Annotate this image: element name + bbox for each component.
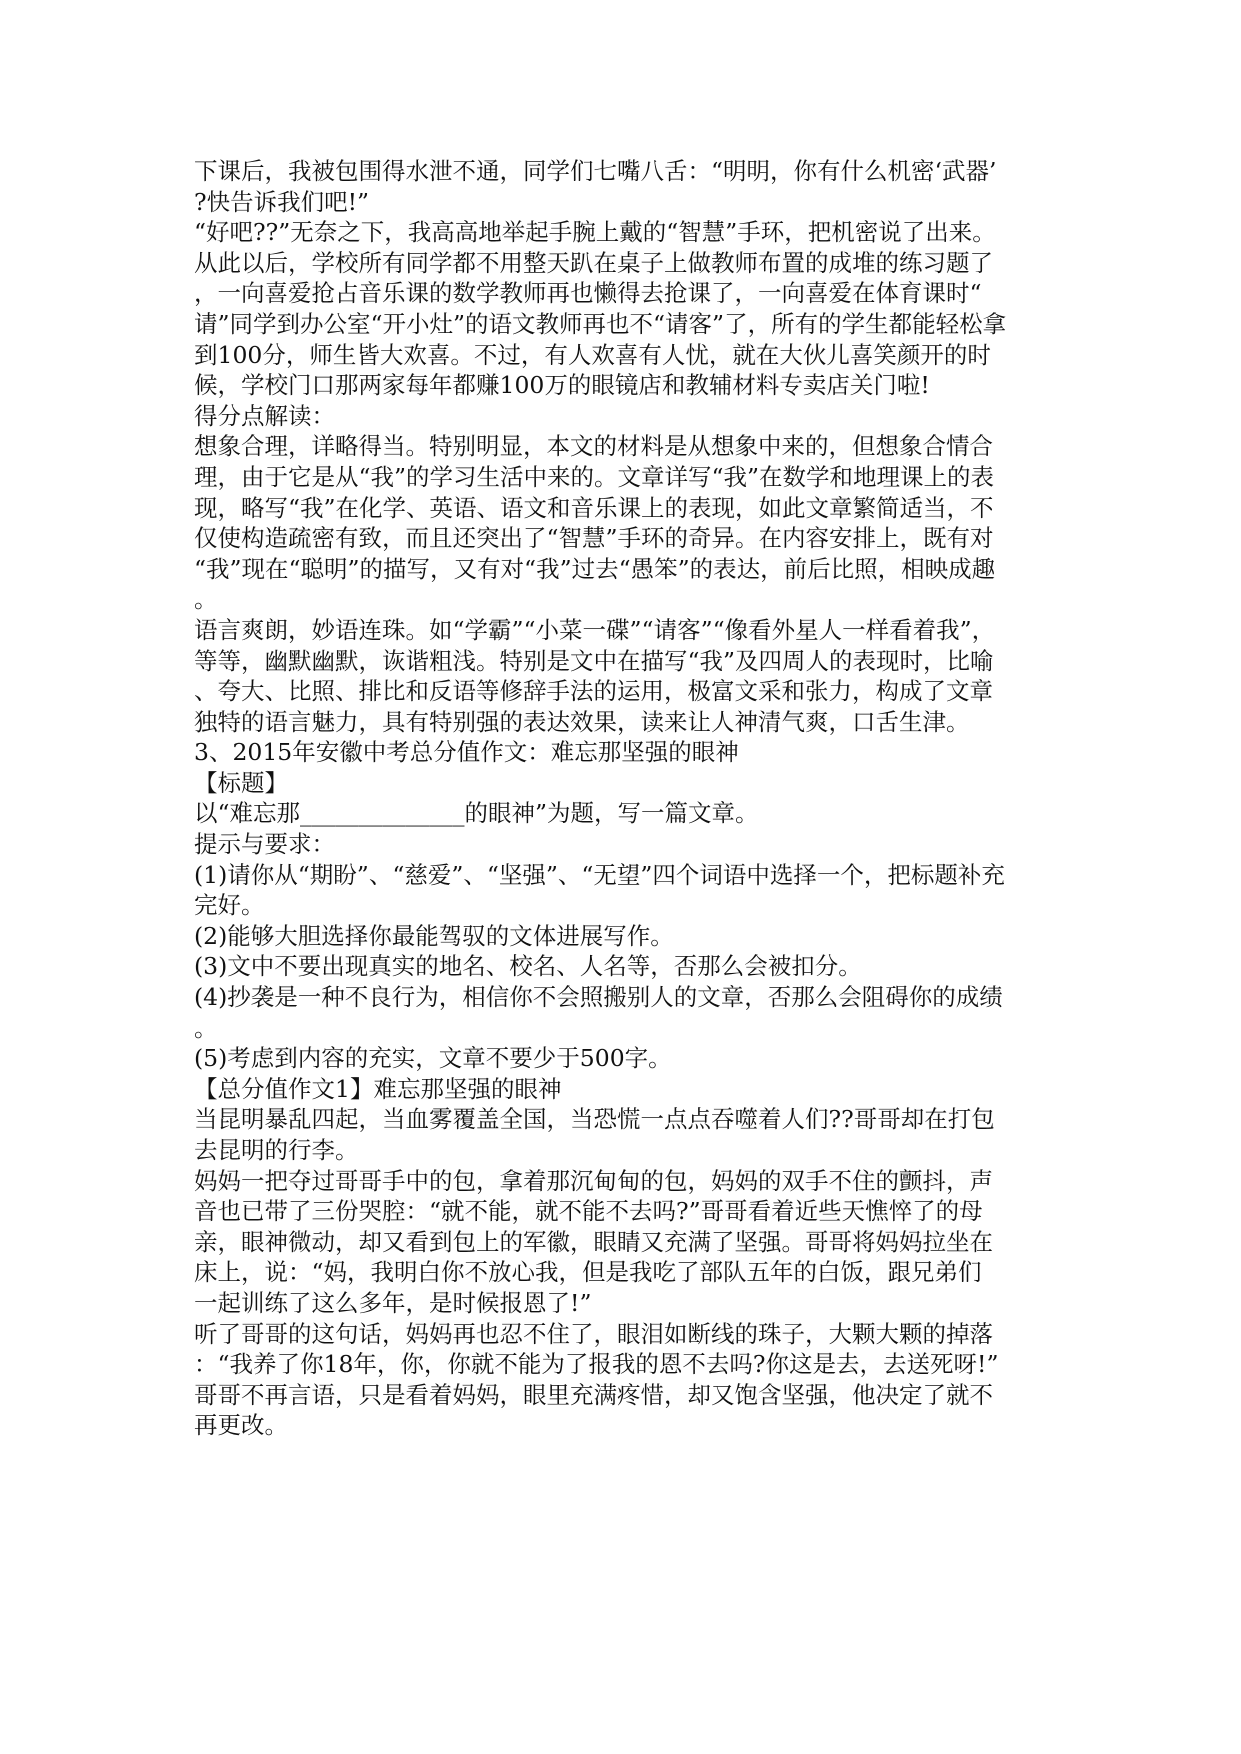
text-line: (2)能够大胆选择你最能驾驭的文体进展写作。 [194,921,674,950]
text-line: 等等，幽默幽默，诙谐粗浅。特别是文中在描写“我”及四周人的表现时，比喻 [194,646,994,675]
text-line: 独特的语言魅力，具有特别强的表达效果，读来让人神清气爽，口舌生津。 [194,707,970,736]
text-line: 以“难忘那______________的眼神”为题，写一篇文章。 [194,799,759,828]
text-line: 理，由于它是从“我”的学习生活中来的。文章详写“我”在数学和地理课上的表 [194,462,995,491]
text-line: 亲，眼神微动，却又看到包上的军徽，眼睛又充满了坚强。哥哥将妈妈拉坐在 [194,1227,993,1256]
text-line: 现，略写“我”在化学、英语、语文和音乐课上的表现，如此文章繁简适当，不 [194,493,994,522]
document-body [194,156,1054,1441]
text-line: ?快告诉我们吧!” [194,187,370,216]
section-heading: 3、2015年安徽中考总分值作文：难忘那坚强的眼神 [194,738,739,767]
text-line: (5)考虑到内容的充实，文章不要少于500字。 [194,1044,672,1073]
text-line: 床上，说：“妈，我明白你不放心我，但是我吃了部队五年的白饭，跟兄弟们 [194,1258,982,1287]
text-line: 到100分，师生皆大欢喜。不过，有人欢喜有人忧，就在大伙儿喜笑颜开的时 [194,340,991,369]
text-line: (4)抄袭是一种不良行为，相信你不会照搬别人的文章，否那么会阻碍你的成绩 [194,983,1003,1012]
text-line: 仅使构造疏密有致，而且还突出了“智慧”手环的奇异。在内容安排上，既有对 [194,524,994,553]
text-line: (1)请你从“期盼”、“慈爱”、“坚强”、“无望”四个词语中选择一个，把标题补充 [194,860,1005,889]
text-line: 。 [194,1013,218,1042]
text-line: 语言爽朗，妙语连珠。如“学霸”“小菜一碟”“请客”“像看外星人一样看着我”， [194,615,996,644]
text-line: 一起训练了这么多年，是时候报恩了!” [194,1288,592,1317]
text-line: 妈妈一把夺过哥哥手中的包，拿着那沉甸甸的包，妈妈的双手不住的颤抖，声 [194,1166,993,1195]
text-line: 当昆明暴乱四起，当血雾覆盖全国，当恐慌一点点吞噬着人们??哥哥却在打包 [194,1105,995,1134]
section-heading: 得分点解读： [194,401,335,430]
text-line: 听了哥哥的这句话，妈妈再也忍不住了，眼泪如断线的珠子，大颗大颗的掉落 [194,1319,993,1348]
text-line: ，一向喜爱抢占音乐课的数学教师再也懒得去抢课了，一向喜爱在体育课时“ [194,279,982,308]
text-line: 想象合理，详略得当。特别明显，本文的材料是从想象中来的，但想象合情合 [194,432,993,461]
text-line: (3)文中不要出现真实的地名、校名、人名等，否那么会被扣分。 [194,952,862,981]
text-line: 音也已带了三份哭腔：“就不能，就不能不去吗?”哥哥看着近些天憔悴了的母 [194,1197,983,1226]
text-line: 完好。 [194,891,265,920]
text-line: “我”现在“聪明”的描写，又有对“我”过去“愚笨”的表达，前后比照，相映成趣 [194,554,996,583]
text-line: “好吧??”无奈之下，我高高地举起手腕上戴的“智慧”手环，把机密说了出来。 [194,218,996,247]
text-line: 、夸大、比照、排比和反语等修辞手法的运用，极富文采和张力，构成了文章 [194,677,993,706]
text-line: 候，学校门口那两家每年都赚100万的眼镜店和教辅材料专卖店关门啦! [194,371,930,400]
text-line: 去昆明的行李。 [194,1136,359,1164]
text-line: 再更改。 [194,1411,288,1440]
text-line: 哥哥不再言语，只是看着妈妈，眼里充满疼惜，却又饱含坚强，他决定了就不 [194,1380,993,1409]
text-line: 从此以后，学校所有同学都不用整天趴在桌子上做教师布置的成堆的练习题了 [194,248,993,277]
section-heading: 提示与要求： [194,830,335,859]
text-line: 下课后，我被包围得水泄不通，同学们七嘴八舌：“明明，你有什么机密‘武器’ [194,157,997,185]
section-heading: 【标题】 [194,768,288,797]
text-line: 请”同学到办公室“开小灶”的语文教师再也不“请客”了，所有的学生都能轻松拿 [194,309,1007,338]
section-heading: 【总分值作文1】难忘那坚强的眼神 [194,1074,562,1103]
text-line: 。 [194,585,218,614]
text-line: ：“我养了你18年，你，你就不能为了报我的恩不去吗?你这是去，去送死呀!” [194,1350,999,1379]
